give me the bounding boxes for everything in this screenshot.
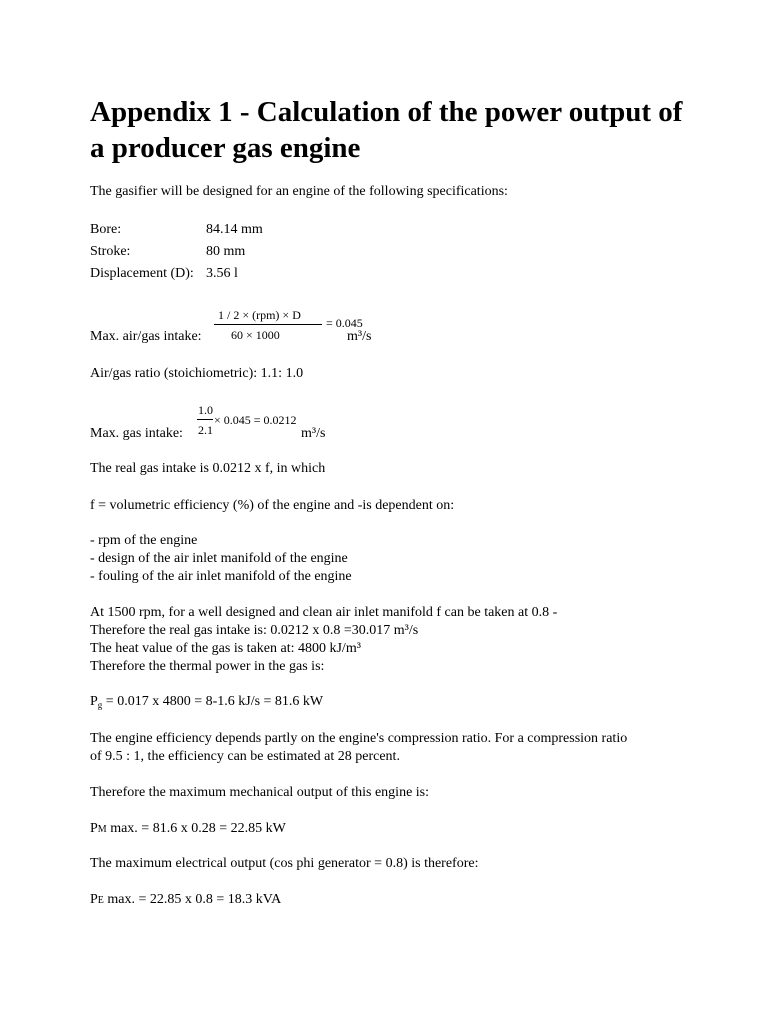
pg-equation [90,693,323,714]
symbol: P [90,892,98,907]
air-gas-ratio: Air/gas ratio (stoichiometric): 1.1: 1.0 [90,366,304,381]
intro-text: The gasifier will be designed for an engine of the following specifications: [90,184,508,199]
air-intake-label: Max. air/gas intake: [90,329,202,344]
subscript: M [97,824,107,835]
pm-equation [90,820,286,839]
subscript: g [97,700,103,710]
paragraph-line: The engine efficiency depends partly on the engine's compression ratio. For a compression ratio [90,731,628,746]
page-title: Appendix 1 - Calculation of the power output of a producer gas engine [90,96,683,164]
spec-value: 3.56 l [206,266,238,281]
elec-output-intro: The maximum electrical output (cos phi generator = 0.8) is therefore: [90,856,479,871]
spec-label: Displacement (D): [90,266,194,281]
gas-intake-label: Max. gas intake: [90,426,183,441]
subscript: E [97,895,104,906]
air-intake-result: = 0.045 [326,316,363,330]
real-intake-text: The real gas intake is 0.0212 x f, in which [90,461,326,476]
paragraph-line: Therefore the thermal power in the gas is: [90,659,325,674]
equation-text: max. = 22.85 x 0.8 = 18.3 kVA [103,892,282,907]
air-intake-unit: m³/s [347,329,372,344]
fraction-bar [197,419,213,420]
mech-output-intro: Therefore the maximum mechanical output of this engine is: [90,785,430,800]
spec-value: 84.14 mm [206,222,263,237]
spec-row-bore [90,221,390,239]
gas-intake-denominator: 2.1 [198,423,213,437]
factor-item: - fouling of the air inlet manifold of the engine [90,569,352,584]
equation-text: max. = 81.6 x 0.28 = 22.85 kW [106,821,286,836]
spec-row-stroke [90,243,390,261]
factor-item: - rpm of the engine [90,533,198,548]
spec-label: Stroke: [90,244,131,259]
gas-intake-result: × 0.045 = 0.0212 [214,413,297,427]
spec-label: Bore: [90,222,122,237]
spec-row-displacement [90,265,390,283]
air-intake-numerator: 1 / 2 × (rpm) × D [218,308,301,322]
paragraph-line: At 1500 rpm, for a well designed and clean air inlet manifold f can be taken at 0.8 - [90,605,558,620]
fraction-bar [214,324,322,325]
gas-intake-unit: m³/s [301,426,326,441]
symbol: P [90,821,98,836]
factor-item: - design of the air inlet manifold of the engine [90,551,348,566]
paragraph-line: The heat value of the gas is taken at: 4800 kJ/m³ [90,641,361,656]
f-definition: f = volumetric efficiency (%) of the engine and -is dependent on: [90,498,455,513]
equation-text: = 0.017 x 4800 = 8-1.6 kJ/s = 81.6 kW [102,694,324,709]
symbol: P [90,694,98,709]
spec-value: 80 mm [206,244,246,259]
gas-intake-numerator: 1.0 [198,403,213,417]
air-intake-denominator: 60 × 1000 [231,328,280,342]
paragraph-line: Therefore the real gas intake is: 0.0212 x 0.8 =30.017 m³/s [90,623,419,638]
pe-equation [90,891,281,910]
paragraph-line: of 9.5 : 1, the efficiency can be estimated at 28 percent. [90,749,400,764]
